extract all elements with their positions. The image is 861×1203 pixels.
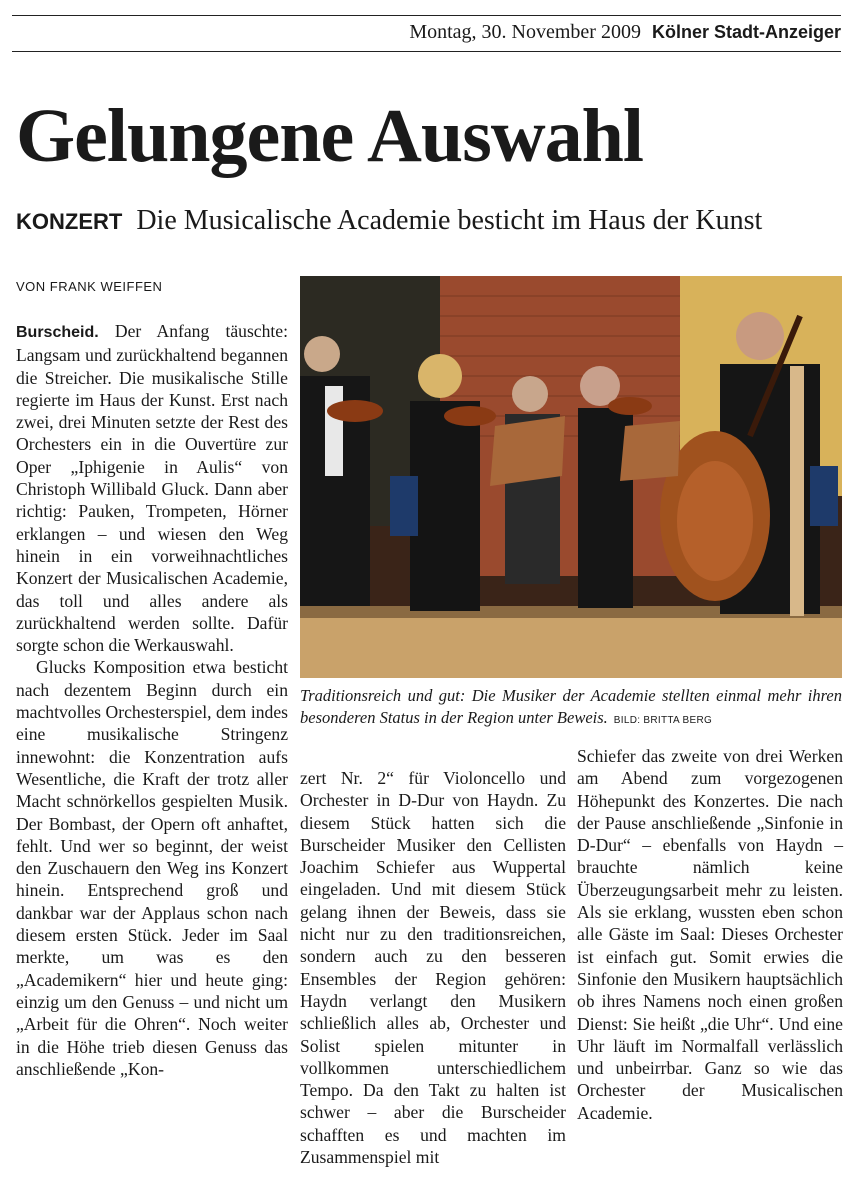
paragraph-3: zert Nr. 2“ für Violoncello und Orchester in D-Dur von Haydn. Zu diesem Stück hatten sich die Burscheider Musiker den Cellisten Joachim Schiefer aus Wuppertal eingeladen. Und mit diesem Stück gelang ihnen der Beweis, dass sie nicht nur zu den traditionsreichen, sondern auch zu den besseren Ensembles der Region gehören: Haydn verlangt den Musikern schließlich alles ab, Orchester und Solist spielen mitunter in vollkommen unterschiedlichem Tempo. Da den Takt zu halten ist schwer – aber die Burscheider schafften es und machten im Zusammenspiel mit [300,768,566,1168]
caption-text: Traditionsreich und gut: Die Musiker der Academie stellten einmal mehr ihren besonderen Status in der Region unter Beweis. [300,686,842,727]
concert-photo [300,276,842,678]
dateline-location: Burscheid. [16,324,99,341]
paragraph-1-text: Der Anfang täuschte: Langsam und zurückhaltend begannen die Streicher. Die musikalische Stille regierte im Haus der Kunst. Erst nach zwei, drei Minuten setzte der Rest des Orchesters ein in die Ouvertüre zur Oper „Iphigenie in Aulis“ von Christoph Willibald Gluck. Dann aber richtig: Pauken, Trompeten, Hörner erklangen – und wiesen den Weg hinein in ein vorweihnachtliches Konzert der Musicalischen Academie, das toll und alles andere als zurückhaltend werden sollte. Dafür sorgte schon die Werkauswahl. [16,321,288,656]
header-rule [12,51,841,52]
photo-credit: BILD: BRITTA BERG [613,715,713,726]
paragraph-1 [16,320,288,656]
subheadline [16,205,762,237]
column-2 [300,767,566,1168]
paragraph-2: Glucks Komposition etwa besticht nach dezentem Beginn durch ein machtvolles Orchesterspiel, dem indes eine musikalische Stringenz innewohnt: die Konzentration aufs Wesentliche, die Kraft der trotz aller Macht schnörkellos gespielten Musik. Der Bombast, der Opern oft anhaftet, fehlt. Und wer so beginnt, der weist den Zuschauern den Weg ins Konzert hinein. Entsprechend groß und dankbar war der Applaus schon nach diesem ersten Stück. Jeder im Saal merkte, um was es den „Academikern“ hier und heute ging: einzig um den Genuss – und nicht um „Arbeit für die Ohren“. Noch weiter in die Höhe trieb diesen Genuss das anschließende „Kon- [16,657,288,1079]
paragraph-4: Schiefer das zweite von drei Werken am Abend zum vorgezogenen Höhepunkt des Konzertes. Die nach der Pause anschließende „Sinfonie in D-Dur“ – ebenfalls von Haydn – brauchte nämlich keine Überzeugungsarbeit mehr zu leisten. Als sie erklang, wussten eben schon alle Gäste im Saal: Dieses Orchester ist einfach gut. Somit erwies die Sinfonie den Musikern hauptsächlich ob ihres Namens noch einen großen Dienst: Sie heißt „die Uhr“. Und eine Uhr läuft im Normalfall verlässlich und unbeirrbar. Ganz so wie das Orchester der Musicalischen Academie. [577,746,843,1123]
issue-date: Montag, 30. November 2009 [409,21,641,43]
newspaper-name: Kölner Stadt-Anzeiger [651,22,841,42]
headline: Gelungene Auswahl [16,94,644,178]
byline: VON FRANK WEIFFEN [16,279,163,294]
photo-caption [300,685,842,732]
column-3 [577,745,843,1124]
top-rule [12,15,841,16]
kicker: KONZERT [16,209,123,234]
page-header [409,21,841,44]
column-1 [16,320,288,1080]
subtitle: Die Musicalische Academie besticht im Haus der Kunst [136,205,763,236]
